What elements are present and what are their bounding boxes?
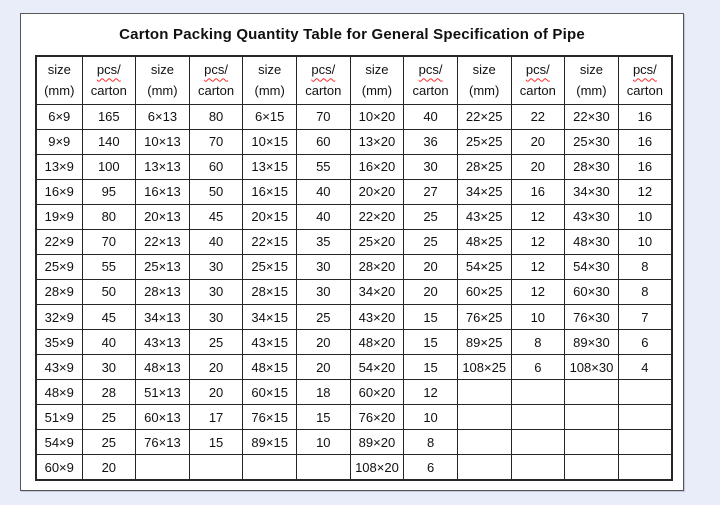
header-cell-pcs: pcs/ carton: [82, 56, 136, 104]
table-row: [36, 380, 672, 405]
size-cell: 35×9: [36, 330, 82, 355]
size-cell: 10×13: [136, 129, 190, 154]
size-cell: 34×13: [136, 305, 190, 330]
size-cell: 34×20: [350, 279, 404, 304]
size-cell: 16×20: [350, 154, 404, 179]
misspelled-word: pcs/: [311, 62, 336, 78]
qty-cell: 20: [189, 355, 243, 380]
size-cell: 28×30: [565, 154, 619, 179]
size-cell: [457, 455, 511, 480]
table-row: [36, 204, 672, 229]
header-cell-size: size (mm): [565, 56, 619, 104]
qty-cell: 25: [404, 204, 458, 229]
size-cell: 54×30: [565, 254, 619, 279]
qty-cell: 36: [404, 129, 458, 154]
qty-cell: 12: [511, 279, 565, 304]
size-cell: 76×15: [243, 405, 297, 430]
qty-cell: 18: [297, 380, 351, 405]
size-cell: 28×9: [36, 279, 82, 304]
qty-cell: 15: [297, 405, 351, 430]
qty-cell: 15: [404, 330, 458, 355]
qty-cell: 16: [618, 129, 672, 154]
qty-cell: 16: [618, 104, 672, 129]
table-header-row: [36, 56, 672, 104]
qty-cell: 20: [297, 355, 351, 380]
qty-cell: 27: [404, 179, 458, 204]
size-cell: 25×9: [36, 254, 82, 279]
qty-cell: [618, 380, 672, 405]
size-cell: 76×30: [565, 305, 619, 330]
size-cell: 51×9: [36, 405, 82, 430]
qty-cell: 10: [404, 405, 458, 430]
qty-cell: 25: [404, 229, 458, 254]
qty-cell: 7: [618, 305, 672, 330]
table-row: [36, 254, 672, 279]
misspelled-word: pcs/: [96, 62, 121, 78]
size-cell: 54×20: [350, 355, 404, 380]
table-row: [36, 279, 672, 304]
qty-cell: [511, 380, 565, 405]
size-cell: 43×25: [457, 204, 511, 229]
spec-table-panel: [20, 13, 684, 491]
header-cell-pcs: pcs/ carton: [404, 56, 458, 104]
qty-cell: 70: [297, 104, 351, 129]
size-cell: 48×13: [136, 355, 190, 380]
header-cell-pcs: pcs/ carton: [511, 56, 565, 104]
packing-table: [35, 55, 673, 481]
header-cell-size: size (mm): [350, 56, 404, 104]
qty-cell: 165: [82, 104, 136, 129]
header-cell-pcs: pcs/ carton: [297, 56, 351, 104]
qty-cell: [618, 455, 672, 480]
size-cell: 22×13: [136, 229, 190, 254]
qty-cell: 40: [189, 229, 243, 254]
size-cell: 60×25: [457, 279, 511, 304]
table-body: [36, 104, 672, 480]
table-row: [36, 104, 672, 129]
table-row: [36, 355, 672, 380]
header-cell-size: size (mm): [243, 56, 297, 104]
qty-cell: [618, 405, 672, 430]
size-cell: 60×15: [243, 380, 297, 405]
size-cell: 43×15: [243, 330, 297, 355]
qty-cell: 12: [404, 380, 458, 405]
size-cell: 48×9: [36, 380, 82, 405]
size-cell: 22×25: [457, 104, 511, 129]
qty-cell: 10: [297, 430, 351, 455]
size-cell: 76×20: [350, 405, 404, 430]
size-cell: 25×20: [350, 229, 404, 254]
size-cell: [457, 380, 511, 405]
size-cell: 76×13: [136, 430, 190, 455]
qty-cell: 30: [297, 254, 351, 279]
qty-cell: 4: [618, 355, 672, 380]
qty-cell: 10: [618, 229, 672, 254]
qty-cell: 70: [82, 229, 136, 254]
qty-cell: 12: [618, 179, 672, 204]
qty-cell: 100: [82, 154, 136, 179]
qty-cell: 8: [404, 430, 458, 455]
size-cell: [136, 455, 190, 480]
size-cell: 43×9: [36, 355, 82, 380]
size-cell: [565, 455, 619, 480]
qty-cell: 95: [82, 179, 136, 204]
qty-cell: 140: [82, 129, 136, 154]
qty-cell: 50: [82, 279, 136, 304]
qty-cell: [511, 455, 565, 480]
qty-cell: 12: [511, 254, 565, 279]
size-cell: 25×15: [243, 254, 297, 279]
size-cell: 60×20: [350, 380, 404, 405]
table-row: [36, 179, 672, 204]
misspelled-word: pcs/: [525, 62, 550, 78]
size-cell: 89×25: [457, 330, 511, 355]
table-row: [36, 455, 672, 480]
qty-cell: 45: [189, 204, 243, 229]
size-cell: 20×20: [350, 179, 404, 204]
size-cell: 13×20: [350, 129, 404, 154]
qty-cell: 55: [82, 254, 136, 279]
qty-cell: 45: [82, 305, 136, 330]
qty-cell: 30: [404, 154, 458, 179]
size-cell: 28×13: [136, 279, 190, 304]
size-cell: 32×9: [36, 305, 82, 330]
qty-cell: 25: [82, 405, 136, 430]
size-cell: 60×13: [136, 405, 190, 430]
table-row: [36, 405, 672, 430]
qty-cell: 30: [82, 355, 136, 380]
size-cell: 25×30: [565, 129, 619, 154]
qty-cell: 55: [297, 154, 351, 179]
size-cell: 22×9: [36, 229, 82, 254]
qty-cell: 70: [189, 129, 243, 154]
size-cell: 89×15: [243, 430, 297, 455]
qty-cell: 80: [82, 204, 136, 229]
qty-cell: 10: [511, 305, 565, 330]
qty-cell: 60: [297, 129, 351, 154]
size-cell: 48×20: [350, 330, 404, 355]
size-cell: 16×15: [243, 179, 297, 204]
qty-cell: 25: [189, 330, 243, 355]
qty-cell: 20: [404, 254, 458, 279]
qty-cell: 20: [297, 330, 351, 355]
size-cell: 51×13: [136, 380, 190, 405]
size-cell: 108×25: [457, 355, 511, 380]
qty-cell: 30: [189, 279, 243, 304]
qty-cell: 6: [404, 455, 458, 480]
qty-cell: [618, 430, 672, 455]
size-cell: 16×13: [136, 179, 190, 204]
table-row: [36, 330, 672, 355]
qty-cell: 35: [297, 229, 351, 254]
qty-cell: 30: [189, 254, 243, 279]
size-cell: 28×25: [457, 154, 511, 179]
qty-cell: 16: [618, 154, 672, 179]
size-cell: 6×13: [136, 104, 190, 129]
header-cell-pcs: pcs/ carton: [189, 56, 243, 104]
qty-cell: 20: [189, 380, 243, 405]
size-cell: 34×15: [243, 305, 297, 330]
qty-cell: 8: [511, 330, 565, 355]
size-cell: 76×25: [457, 305, 511, 330]
qty-cell: 20: [511, 154, 565, 179]
qty-cell: 6: [618, 330, 672, 355]
qty-cell: 16: [511, 179, 565, 204]
header-cell-size: size (mm): [36, 56, 82, 104]
size-cell: 34×30: [565, 179, 619, 204]
qty-cell: 17: [189, 405, 243, 430]
qty-cell: 40: [297, 179, 351, 204]
size-cell: 20×15: [243, 204, 297, 229]
size-cell: 60×30: [565, 279, 619, 304]
size-cell: 89×30: [565, 330, 619, 355]
size-cell: 6×9: [36, 104, 82, 129]
size-cell: 22×15: [243, 229, 297, 254]
qty-cell: 22: [511, 104, 565, 129]
size-cell: 20×13: [136, 204, 190, 229]
qty-cell: 6: [511, 355, 565, 380]
qty-cell: 15: [404, 305, 458, 330]
qty-cell: 30: [189, 305, 243, 330]
size-cell: 48×25: [457, 229, 511, 254]
size-cell: 89×20: [350, 430, 404, 455]
size-cell: 13×9: [36, 154, 82, 179]
qty-cell: [297, 455, 351, 480]
misspelled-word: pcs/: [204, 62, 228, 78]
qty-cell: 40: [82, 330, 136, 355]
size-cell: 28×15: [243, 279, 297, 304]
size-cell: 10×20: [350, 104, 404, 129]
size-cell: 60×9: [36, 455, 82, 480]
header-cell-size: size (mm): [457, 56, 511, 104]
size-cell: 16×9: [36, 179, 82, 204]
size-cell: 43×20: [350, 305, 404, 330]
misspelled-word: pcs/: [418, 62, 443, 78]
size-cell: 10×15: [243, 129, 297, 154]
size-cell: 54×25: [457, 254, 511, 279]
header-cell-size: size (mm): [136, 56, 190, 104]
qty-cell: 60: [189, 154, 243, 179]
qty-cell: 15: [404, 355, 458, 380]
qty-cell: 40: [404, 104, 458, 129]
qty-cell: 80: [189, 104, 243, 129]
size-cell: [457, 405, 511, 430]
size-cell: [457, 430, 511, 455]
size-cell: [565, 380, 619, 405]
size-cell: 43×13: [136, 330, 190, 355]
qty-cell: [511, 405, 565, 430]
qty-cell: 10: [618, 204, 672, 229]
size-cell: 22×20: [350, 204, 404, 229]
table-row: [36, 305, 672, 330]
size-cell: [243, 455, 297, 480]
size-cell: 25×25: [457, 129, 511, 154]
size-cell: 34×25: [457, 179, 511, 204]
size-cell: [565, 405, 619, 430]
qty-cell: 25: [297, 305, 351, 330]
table-row: [36, 229, 672, 254]
qty-cell: [511, 430, 565, 455]
size-cell: 48×15: [243, 355, 297, 380]
misspelled-word: pcs/: [632, 62, 657, 78]
table-row: [36, 430, 672, 455]
size-cell: 108×30: [565, 355, 619, 380]
qty-cell: 15: [189, 430, 243, 455]
qty-cell: 20: [511, 129, 565, 154]
size-cell: 13×13: [136, 154, 190, 179]
size-cell: 43×30: [565, 204, 619, 229]
table-row: [36, 154, 672, 179]
qty-cell: 12: [511, 229, 565, 254]
qty-cell: 20: [82, 455, 136, 480]
qty-cell: 20: [404, 279, 458, 304]
size-cell: 48×30: [565, 229, 619, 254]
qty-cell: 8: [618, 279, 672, 304]
table-row: [36, 129, 672, 154]
size-cell: 108×20: [350, 455, 404, 480]
qty-cell: 40: [297, 204, 351, 229]
header-cell-pcs: pcs/ carton: [618, 56, 672, 104]
size-cell: 28×20: [350, 254, 404, 279]
qty-cell: 12: [511, 204, 565, 229]
size-cell: 22×30: [565, 104, 619, 129]
size-cell: 9×9: [36, 129, 82, 154]
size-cell: 13×15: [243, 154, 297, 179]
size-cell: 25×13: [136, 254, 190, 279]
size-cell: [565, 430, 619, 455]
qty-cell: 25: [82, 430, 136, 455]
qty-cell: 50: [189, 179, 243, 204]
qty-cell: 30: [297, 279, 351, 304]
qty-cell: 8: [618, 254, 672, 279]
qty-cell: [189, 455, 243, 480]
size-cell: 6×15: [243, 104, 297, 129]
page-title: Carton Packing Quantity Table for General Specification of Pipe: [119, 26, 585, 43]
size-cell: 19×9: [36, 204, 82, 229]
qty-cell: 28: [82, 380, 136, 405]
size-cell: 54×9: [36, 430, 82, 455]
